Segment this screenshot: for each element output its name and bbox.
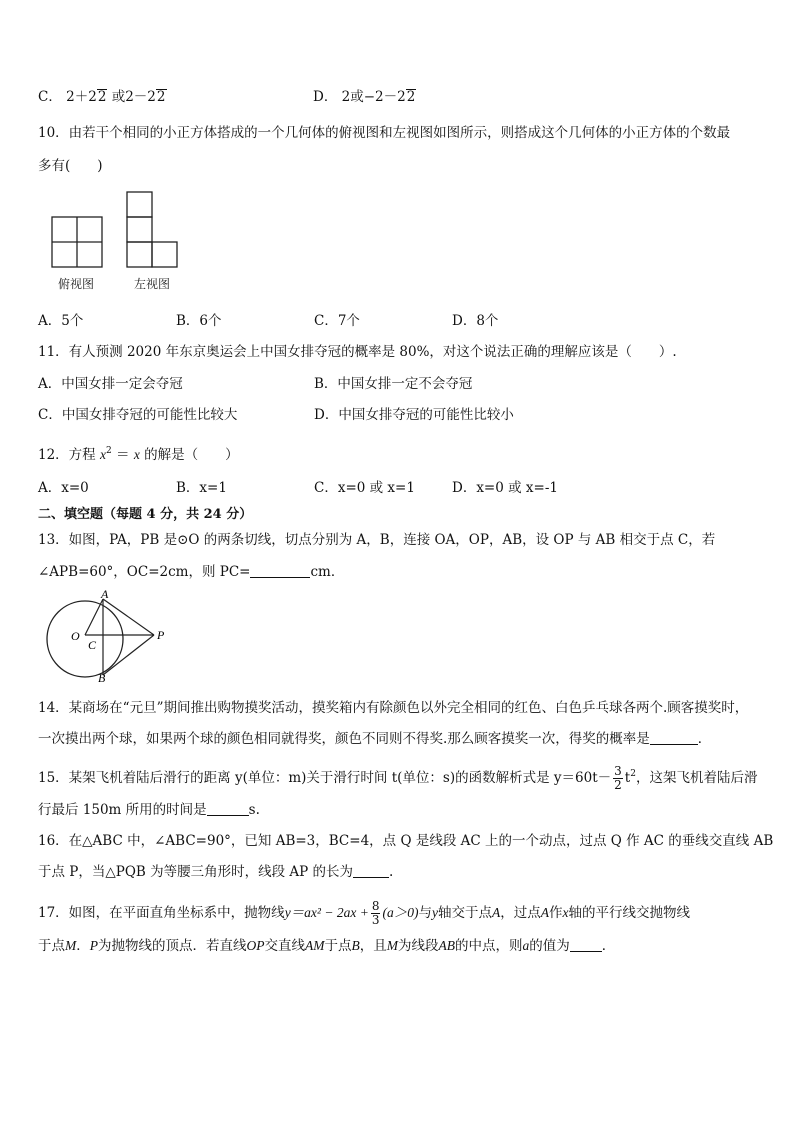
q11-option-b: B．中国女排一定不会夺冠 (314, 376, 473, 392)
stem-text: 的中点，则 (455, 938, 523, 954)
math-var: x (562, 905, 569, 920)
q17-stem-line1 (38, 900, 690, 927)
stem-text: 与 (418, 905, 432, 921)
q15-stem-line1 (38, 765, 757, 792)
math-var: B (351, 938, 360, 953)
q14-stem-line2 (38, 730, 711, 748)
stem-text: ，且 (359, 938, 387, 954)
stem-text: ． (601, 938, 616, 954)
stem-text: 于点 P，当△PQB 为等腰三角形时，线段 AP 的长为 (38, 864, 354, 880)
fraction (613, 765, 623, 792)
stem-text: 轴的平行线交抛物线 (568, 905, 690, 921)
fraction-numerator: 3 (614, 764, 622, 778)
option-label: D． (313, 89, 338, 105)
answer-blank[interactable] (353, 863, 389, 878)
q16-stem-line1: 16．在△ABC 中，∠ABC=90°，已知 AB=3，BC=4，点 Q 是线段 AC 上的一个动点，过点 Q 作 AC 的垂线交直线 AB (38, 833, 774, 849)
point-c-label: C (88, 638, 97, 652)
q13-circle-figure (40, 588, 180, 684)
q9-option-c (38, 88, 167, 106)
math-exponent: 2 (630, 769, 636, 779)
stem-text: 行最后 150m 所用的时间是 (38, 802, 207, 818)
option-text: 或 (350, 89, 364, 105)
math-exponent: 2 (105, 446, 112, 456)
q10-stem-line1: 10．由若干个相同的小正方体搭成的一个几何体的俯视图和左视图如图所示，则搭成这个几何体的小正方体的个数最 (38, 125, 731, 141)
stem-text: 的解是（ ） (144, 447, 239, 463)
stem-text: 作 (548, 905, 563, 921)
sqrt-value: 2 (97, 89, 107, 105)
q15-stem-line2 (38, 801, 260, 819)
top-view-label: 俯视图 (58, 277, 95, 291)
q12-option-c: C．x=0 或 x=1 (314, 480, 415, 496)
stem-text: ，过点 (500, 905, 541, 921)
q13-stem-line1: 13．如图，PA，PB 是⊙O 的两条切线，切点分别为 A，B，连接 OA，OP，AB，设 OP 与 AB 相交于点 C，若 (38, 532, 716, 548)
stem-text: 的值为 (529, 938, 570, 954)
stem-text: ，这架飞机着陆后滑 (635, 770, 758, 786)
left-view-grid (127, 192, 177, 267)
stem-text: ． (697, 731, 712, 747)
math-var: M (65, 938, 77, 953)
option-text: 2－2 (125, 89, 156, 105)
q14-stem-line1: 14．某商场在“元旦”期间推出购物摸奖活动，摸奖箱内有除颜色以外完全相同的红色、白色乒乓球各两个.顾客摸奖时， (38, 700, 749, 716)
fraction-numerator: 8 (371, 899, 380, 913)
point-p-label: P (157, 628, 165, 642)
math-var: AM (305, 938, 325, 953)
left-view-label: 左视图 (134, 277, 171, 291)
stem-text: ． (76, 938, 90, 954)
point-a-label: A (101, 588, 109, 601)
option-label: C． (38, 89, 62, 105)
option-text: 或 (111, 89, 126, 105)
math-condition: (a＞0) (382, 905, 419, 920)
q13-stem-line2 (38, 563, 344, 581)
q10-views-figure (48, 188, 188, 270)
q10-option-a: A．5个 (38, 313, 84, 329)
option-text: 2 (341, 89, 351, 105)
stem-text: cm． (310, 564, 345, 580)
math-operator: ＝ (116, 447, 130, 463)
fraction (371, 900, 381, 927)
answer-blank[interactable] (207, 801, 249, 816)
sqrt-value: 2 (406, 89, 416, 105)
q10-option-b: B．6个 (176, 313, 222, 329)
q11-stem: 11．有人预测 2020 年东京奥运会上中国女排夺冠的概率是 80%，对这个说法正确的理解应该是（ ）. (38, 344, 677, 360)
q10-option-c: C．7个 (314, 313, 360, 329)
q17-stem-line2 (38, 937, 615, 955)
point-b-label: B (98, 671, 106, 684)
stem-text: 为线段 (398, 938, 439, 954)
stem-text: 交直线 (264, 938, 305, 954)
fraction-denominator: 3 (371, 913, 380, 927)
q11-option-a: A．中国女排一定会夺冠 (38, 376, 183, 392)
stem-text: 于点 (324, 938, 352, 954)
stem-text: . (389, 864, 394, 880)
stem-text: s. (248, 802, 260, 818)
math-var: M (386, 938, 398, 953)
answer-blank[interactable] (570, 937, 602, 952)
math-var: x (133, 447, 140, 462)
math-var: a (522, 938, 530, 953)
top-view-grid (52, 217, 102, 267)
math-var: y (431, 905, 438, 920)
q10-option-d: D．8个 (452, 313, 499, 329)
stem-text: 一次摸出两个球，如果两个球的颜色相同就得奖，颜色不同则不得奖.那么顾客摸奖一次，得奖的概率是 (38, 731, 650, 747)
q12-option-a: A．x=0 (38, 480, 89, 496)
stem-text: 12．方程 (38, 447, 96, 463)
answer-blank[interactable] (250, 563, 310, 578)
math-var: A (540, 905, 549, 920)
math-formula: y＝ax² − 2ax + (284, 905, 369, 920)
q11-option-d: D．中国女排夺冠的可能性比较小 (314, 407, 514, 423)
stem-text: ∠APB=60°，OC=2cm，则 PC= (38, 564, 251, 580)
math-var: P (89, 938, 98, 953)
answer-blank[interactable] (650, 730, 698, 745)
math-var: t (624, 770, 631, 786)
stem-text: 17．如图，在平面直角坐标系中，抛物线 (38, 905, 285, 921)
option-text: −2－2 (363, 89, 406, 105)
stem-text: 15．某架飞机着陆后滑行的距离 y(单位：m)关于滑行时间 t(单位：s)的函数解析式是 y＝60t－ (38, 770, 612, 786)
q12-stem (38, 442, 239, 464)
point-o-label: O (71, 629, 80, 643)
q16-stem-line2 (38, 863, 393, 881)
q11-option-c: C．中国女排夺冠的可能性比较大 (38, 407, 238, 423)
math-var: x (99, 447, 106, 462)
q10-stem-line2: 多有( ) (38, 158, 103, 174)
math-var: A (491, 905, 501, 920)
math-var: AB (438, 938, 455, 953)
fraction-denominator: 2 (614, 778, 622, 792)
q9-option-d (313, 88, 416, 106)
q12-option-b: B．x=1 (176, 480, 227, 496)
q12-option-d: D．x=0 或 x=-1 (452, 480, 558, 496)
stem-text: 为抛物线的顶点．若直线 (98, 938, 247, 954)
sqrt-value: 2 (156, 89, 166, 105)
math-var: OP (246, 938, 265, 953)
section-title: 二、填空题（每题 4 分，共 24 分） (38, 507, 253, 522)
option-text: 2＋2 (66, 89, 97, 105)
stem-text: 轴交于点 (437, 905, 492, 921)
stem-text: 于点 (38, 938, 65, 954)
